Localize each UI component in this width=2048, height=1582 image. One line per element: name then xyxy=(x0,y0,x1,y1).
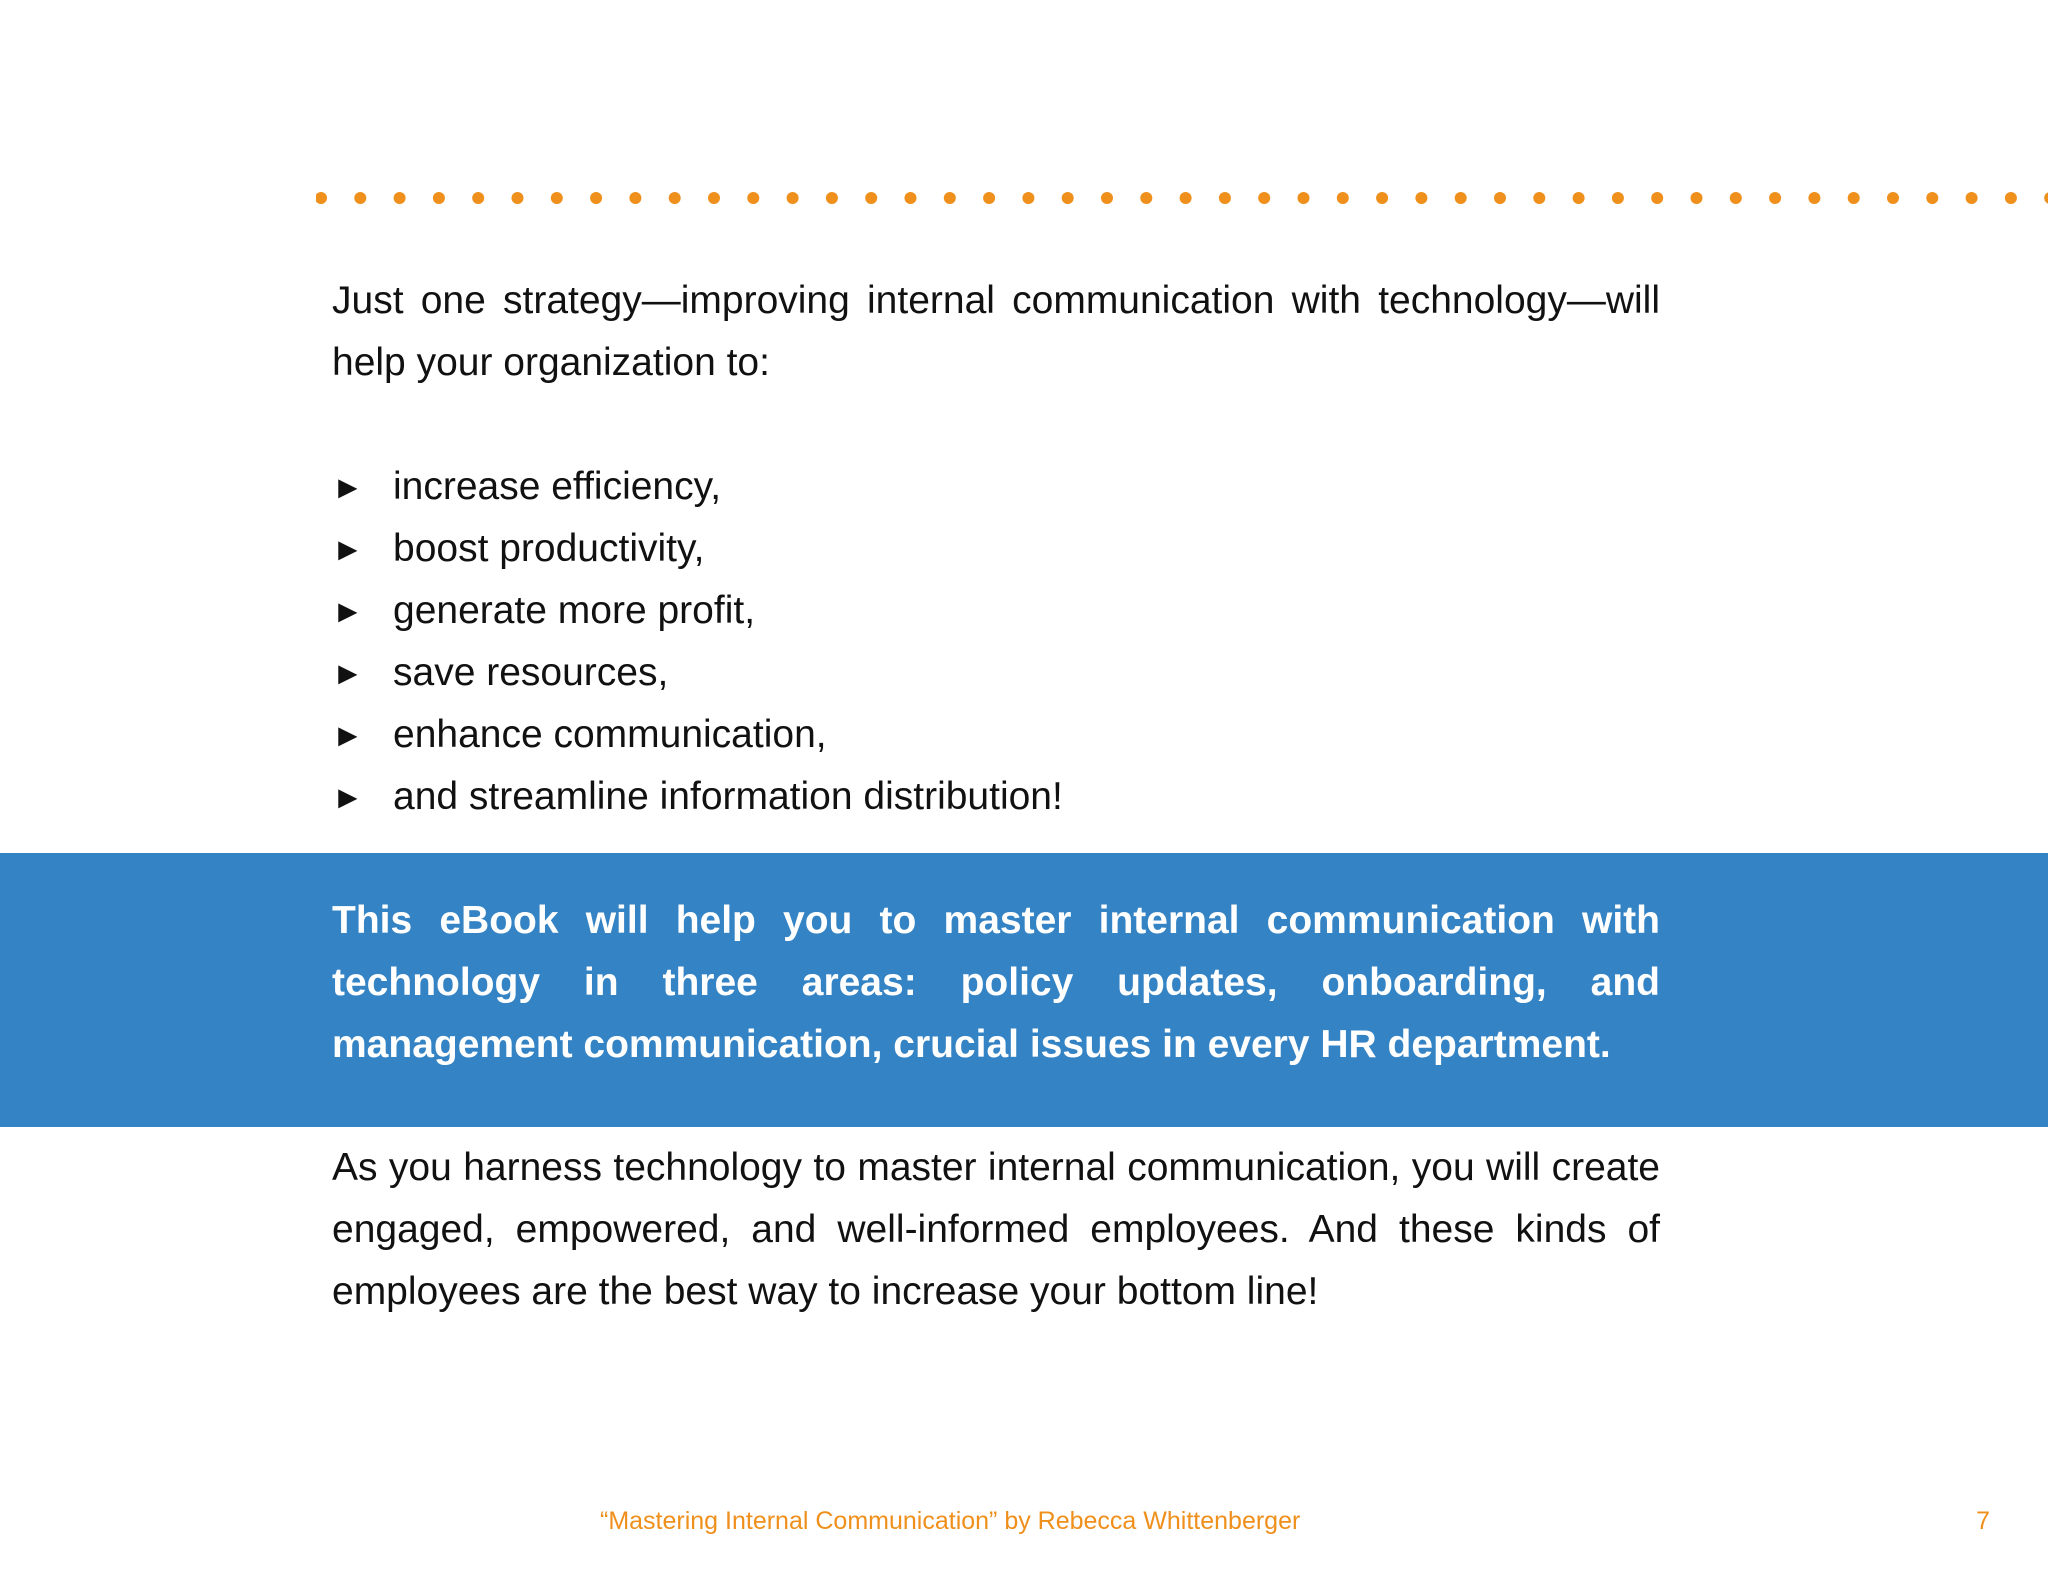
orange-dot xyxy=(590,192,602,204)
footer-credit: “Mastering Internal Communication” by Rebecca Whittenberger xyxy=(600,1507,1301,1535)
triangle-bullet-icon: ► xyxy=(332,593,364,629)
orange-dot xyxy=(865,192,877,204)
list-item-text: increase efficiency, xyxy=(393,465,722,508)
list-item-text: enhance communication, xyxy=(393,713,827,756)
list-item-text: generate more profit, xyxy=(393,589,756,632)
orange-dot xyxy=(551,192,563,204)
orange-dot xyxy=(394,192,406,204)
orange-dots-divider xyxy=(316,190,2048,206)
orange-dot xyxy=(826,192,838,204)
orange-dot xyxy=(1966,192,1978,204)
orange-dot xyxy=(629,192,641,204)
orange-dot xyxy=(1612,192,1624,204)
orange-dot xyxy=(944,192,956,204)
triangle-bullet-icon: ► xyxy=(332,469,364,505)
triangle-bullet-icon: ► xyxy=(332,531,364,567)
triangle-bullet-icon: ► xyxy=(332,717,364,753)
orange-dot xyxy=(1258,192,1270,204)
list-item-text: boost productivity, xyxy=(393,527,705,570)
benefits-list xyxy=(332,456,1660,828)
orange-dot xyxy=(1887,192,1899,204)
list-item xyxy=(332,518,1660,580)
orange-dot xyxy=(1180,192,1192,204)
list-item xyxy=(332,456,1660,518)
orange-dot xyxy=(1101,192,1113,204)
orange-dot xyxy=(1219,192,1231,204)
triangle-bullet-icon: ► xyxy=(332,779,364,815)
closing-paragraph: As you harness technology to master internal communication, you will create engaged, empowered, and well-informed employees. And these kinds of employees are the best way to increase your bottom line! xyxy=(332,1146,1660,1313)
orange-dot xyxy=(1769,192,1781,204)
orange-dot xyxy=(1062,192,1074,204)
orange-dot xyxy=(472,192,484,204)
orange-dot xyxy=(747,192,759,204)
orange-dot xyxy=(1848,192,1860,204)
orange-dot xyxy=(1298,192,1310,204)
orange-dot xyxy=(1455,192,1467,204)
orange-dot xyxy=(1926,192,1938,204)
orange-dot xyxy=(433,192,445,204)
intro-paragraph: Just one strategy—improving internal communication with technology—will help your organization to: xyxy=(332,279,1660,384)
list-item-text: and streamline information distribution! xyxy=(393,775,1063,818)
orange-dot xyxy=(512,192,524,204)
orange-dot xyxy=(983,192,995,204)
orange-dot xyxy=(1691,192,1703,204)
orange-dot xyxy=(1337,192,1349,204)
orange-dot xyxy=(1573,192,1585,204)
list-item xyxy=(332,642,1660,704)
orange-dot xyxy=(1022,192,1034,204)
orange-dot xyxy=(1808,192,1820,204)
orange-dot xyxy=(669,192,681,204)
orange-dot xyxy=(905,192,917,204)
list-item-text: save resources, xyxy=(393,651,669,694)
orange-dot xyxy=(708,192,720,204)
orange-dot xyxy=(354,192,366,204)
triangle-bullet-icon: ► xyxy=(332,655,364,691)
orange-dot xyxy=(1140,192,1152,204)
orange-dot xyxy=(1730,192,1742,204)
orange-dots-icon xyxy=(316,190,2048,206)
list-item xyxy=(332,580,1660,642)
orange-dot xyxy=(1533,192,1545,204)
orange-dot xyxy=(1376,192,1388,204)
orange-dot xyxy=(316,192,327,204)
list-item xyxy=(332,704,1660,766)
page-number: 7 xyxy=(1976,1507,1990,1535)
list-item xyxy=(332,766,1660,828)
orange-dot xyxy=(2005,192,2017,204)
orange-dot xyxy=(1651,192,1663,204)
orange-dot xyxy=(1415,192,1427,204)
orange-dot xyxy=(1494,192,1506,204)
callout-text: This eBook will help you to master internal communication with technology in three areas: policy updates, onboarding, and management communication, crucial issues in every HR department. xyxy=(332,899,1660,1066)
orange-dot xyxy=(2044,192,2048,204)
orange-dot xyxy=(787,192,799,204)
